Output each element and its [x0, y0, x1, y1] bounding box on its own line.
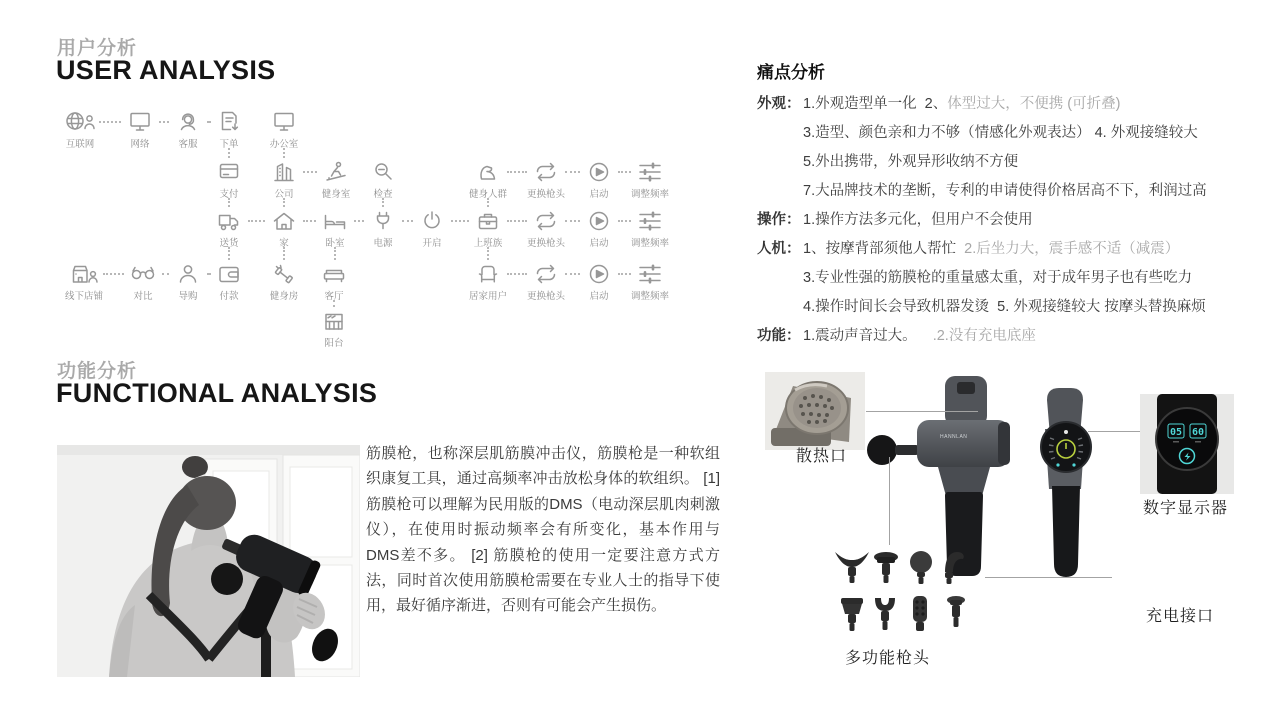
flow-node-swap2 — [527, 208, 565, 249]
flow-node-payment — [212, 261, 246, 302]
flow-connector — [159, 121, 169, 123]
flow-connector — [303, 171, 317, 173]
flow-connector — [228, 148, 230, 158]
flow-connector — [228, 247, 230, 260]
massage-gun-usage-photo — [57, 445, 360, 677]
functional-analysis-paragraph: 筋膜枪，也称深层肌筋膜冲击仪，筋膜枪是一种软组织康复工具，通过高频率冲击放松身体的软组织。 [1] 筋膜枪可以理解为民用版的DMS（电动深层肌肉刺激仪），在使用时振动频率会有所变化，基本作用与DMS差不多。 [2] 筋膜枪的使用一定要注意方式方法，同时首次使用筋膜枪需要在专业人士的指导下使用，最好循序渐进，否则有可能会产生损伤。 — [366, 445, 720, 615]
flow-node-homeuser — [469, 261, 507, 302]
flow-connector — [354, 220, 364, 222]
flow-connector — [507, 273, 527, 275]
pain-point-text: 1、按摩背部须他人帮忙 — [803, 241, 965, 257]
pain-point-category: 操作： — [757, 212, 801, 228]
power-icon — [415, 208, 449, 234]
flow-connector — [618, 220, 631, 222]
flow-node-pay — [212, 159, 246, 200]
charge-port-label: 充电接口 — [1146, 608, 1215, 625]
display-left-value: 05 — [1169, 427, 1183, 438]
flow-node-label: 上班族 — [473, 238, 503, 249]
charge-annotation-line — [985, 577, 1112, 578]
pain-point-text-muted: .2.没有充电底座 — [932, 328, 1036, 344]
pain-point-row — [757, 322, 1237, 351]
pain-point-row — [757, 119, 1237, 148]
flow-node-poweron — [415, 208, 449, 249]
flow-connector — [228, 198, 230, 207]
pain-point-row — [757, 177, 1237, 206]
pain-point-text: 3.造型、颜色亲和力不够（情感化外观表达） 4. 外观接缝较大 — [803, 125, 1198, 141]
headset-icon — [171, 109, 205, 135]
swap-icon — [529, 208, 563, 234]
flow-node-company — [267, 159, 301, 200]
pain-point-text-muted: 体型过大，不便携 (可折叠) — [947, 96, 1121, 112]
swap-icon — [529, 261, 563, 287]
flow-node-label: 电源 — [373, 238, 393, 249]
pain-point-row — [757, 206, 1237, 235]
flow-node-label: 检查 — [373, 189, 393, 200]
briefcase-icon — [471, 208, 505, 234]
flow-node-order — [212, 109, 246, 150]
flow-node-service — [171, 109, 205, 150]
magnifier-icon — [366, 159, 400, 185]
flow-node-balcony — [317, 308, 351, 349]
pain-point-row — [757, 148, 1237, 177]
card-icon — [212, 159, 246, 185]
pain-point-category: 人机： — [757, 241, 801, 257]
armchair-icon — [471, 261, 505, 287]
flow-node-adjust1 — [631, 159, 669, 200]
sofa-icon — [317, 261, 351, 287]
flow-node-start1 — [582, 159, 616, 200]
flow-node-label: 阳台 — [324, 338, 344, 349]
flow-node-bedroom — [318, 208, 352, 249]
flow-node-label: 更换枪头 — [526, 238, 566, 249]
flow-node-label: 居家用户 — [468, 291, 508, 302]
pain-point-text: 5.外出携带，外观异形收纳不方便 — [803, 154, 1019, 170]
pain-point-category — [757, 177, 803, 206]
sliders-icon — [633, 261, 667, 287]
globe-user-icon — [63, 109, 97, 135]
flow-node-label: 健身室 — [321, 189, 351, 200]
flow-connector — [248, 220, 265, 222]
treadmill-icon — [319, 159, 353, 185]
attachment-heads-label: 多功能枪头 — [845, 650, 931, 667]
house-icon — [267, 208, 301, 234]
pain-point-text: 7.大品牌技术的垄断，专利的申请使得价格居高不下，利润过高 — [803, 183, 1207, 199]
flow-node-network — [123, 109, 157, 150]
flow-node-living — [317, 261, 351, 302]
pain-point-row — [757, 90, 1237, 119]
swap-icon — [529, 159, 563, 185]
flow-node-label: 调整频率 — [630, 291, 670, 302]
flow-connector — [207, 121, 211, 123]
person-icon — [171, 261, 205, 287]
pain-point-text: 1.操作方法多元化，但用户不会使用 — [803, 212, 1033, 228]
flow-node-store — [65, 261, 103, 302]
flow-node-adjust3 — [631, 261, 669, 302]
flow-node-label: 下单 — [219, 139, 239, 150]
digital-display-label: 数字显示器 — [1143, 500, 1229, 517]
flow-connector — [507, 171, 527, 173]
flow-node-label: 家 — [279, 238, 289, 249]
flow-node-label: 启动 — [589, 189, 609, 200]
heat-vent-photo — [765, 372, 865, 450]
flow-node-label: 健身房 — [269, 291, 299, 302]
pain-point-text: 1.外观造型单一化 2、 — [803, 96, 948, 112]
flow-node-label: 调整频率 — [630, 238, 670, 249]
pain-point-row — [757, 235, 1237, 264]
monitor-icon — [267, 109, 301, 135]
flow-connector — [283, 247, 285, 260]
play-icon — [582, 208, 616, 234]
glasses-icon — [126, 261, 160, 287]
flow-node-label: 更换枪头 — [526, 189, 566, 200]
flow-node-start2 — [582, 208, 616, 249]
flow-connector — [103, 273, 124, 275]
wallet-icon — [212, 261, 246, 287]
flow-node-label: 对比 — [133, 291, 153, 302]
flow-node-label: 办公室 — [269, 139, 299, 150]
pain-point-title: 痛点分析 — [757, 63, 825, 82]
flow-node-gym — [267, 261, 301, 302]
flow-connector — [487, 247, 489, 260]
flow-node-label: 更换枪头 — [526, 291, 566, 302]
flow-node-compare — [126, 261, 160, 302]
shop-user-icon — [67, 261, 101, 287]
flow-node-label: 卧室 — [325, 238, 345, 249]
flow-node-label: 互联网 — [65, 139, 95, 150]
flow-node-label: 网络 — [130, 139, 150, 150]
bed-icon — [318, 208, 352, 234]
flow-connector — [507, 220, 527, 222]
flow-connector — [402, 220, 413, 222]
flow-node-label: 导购 — [178, 291, 198, 302]
pain-point-text: 1.震动声音过大。 — [803, 328, 933, 344]
pain-point-text: 4.操作时间长会导致机器发烫 5. 外观接缝较大 按摩头替换麻烦 — [803, 299, 1206, 315]
flow-connector — [565, 220, 580, 222]
play-icon — [582, 159, 616, 185]
functional-analysis-label-cn: 功能分析 — [57, 361, 138, 382]
flow-node-home — [267, 208, 301, 249]
flow-node-worker — [471, 208, 505, 249]
flow-node-power — [366, 208, 400, 249]
flow-connector — [303, 220, 316, 222]
pain-point-row — [757, 293, 1237, 322]
flow-node-internet — [63, 109, 97, 150]
user-journey-flowchart — [0, 0, 720, 360]
attachment-heads-image — [833, 550, 975, 651]
pain-point-category — [757, 148, 803, 177]
flow-connector — [162, 273, 169, 275]
flow-node-label: 线下店铺 — [64, 291, 104, 302]
flow-node-label: 付款 — [219, 291, 239, 302]
flow-connector — [565, 273, 580, 275]
flow-node-label: 公司 — [274, 189, 294, 200]
balcony-icon — [317, 308, 351, 334]
sliders-icon — [633, 208, 667, 234]
pain-point-category: 外观： — [757, 96, 801, 112]
pain-point-category — [757, 119, 803, 148]
flow-node-deliver — [212, 208, 246, 249]
flow-connector — [99, 121, 121, 123]
flow-connector — [618, 273, 631, 275]
muscle-icon — [471, 159, 505, 185]
dumbbell-icon — [267, 261, 301, 287]
flow-node-guide — [171, 261, 205, 302]
pain-point-category — [757, 264, 803, 293]
pain-point-text-muted: 2.后坐力大，震手感不适（减震） — [964, 241, 1180, 257]
flow-node-swap1 — [527, 159, 565, 200]
flow-connector — [283, 198, 285, 207]
functional-analysis-title: FUNCTIONAL ANALYSIS — [56, 378, 378, 408]
monitor-icon — [123, 109, 157, 135]
plug-icon — [366, 208, 400, 234]
flow-node-label: 送货 — [219, 238, 239, 249]
flow-connector — [382, 198, 384, 207]
flow-connector — [283, 148, 285, 158]
flow-node-label: 调整频率 — [630, 189, 670, 200]
heads-annotation-line — [889, 457, 890, 545]
flow-node-label: 支付 — [219, 189, 239, 200]
play-icon — [582, 261, 616, 287]
flow-node-label: 启动 — [589, 291, 609, 302]
flow-node-gymroom — [319, 159, 353, 200]
flow-node-adjust2 — [631, 208, 669, 249]
sliders-icon — [633, 159, 667, 185]
pain-point-list — [757, 90, 1237, 351]
truck-icon — [212, 208, 246, 234]
flow-node-inspect — [366, 159, 400, 200]
digital-display-photo — [1140, 394, 1234, 494]
flow-node-swap3 — [527, 261, 565, 302]
vent-annotation-line — [866, 411, 978, 412]
flow-connector — [618, 171, 631, 173]
flow-connector — [207, 273, 211, 275]
building-icon — [267, 159, 301, 185]
flow-connector — [487, 198, 489, 207]
flow-node-label: 启动 — [589, 238, 609, 249]
flow-node-label: 开启 — [422, 238, 442, 249]
pain-point-category — [757, 293, 803, 322]
flow-connector — [333, 300, 335, 307]
flow-node-label: 客厅 — [324, 291, 344, 302]
flow-node-fitgroup — [469, 159, 507, 200]
flow-connector — [565, 171, 580, 173]
flow-node-label: 健身人群 — [468, 189, 508, 200]
flow-connector — [451, 220, 469, 222]
brand-text: HANNLAN — [940, 434, 968, 440]
flow-connector — [334, 247, 336, 260]
flow-node-office — [267, 109, 301, 150]
user-analysis-label-cn: 用户分析 — [57, 38, 138, 59]
pain-point-row — [757, 264, 1237, 293]
user-analysis-title: USER ANALYSIS — [56, 55, 276, 85]
display-right-value: 60 — [1191, 427, 1205, 438]
pain-point-category: 功能： — [757, 328, 801, 344]
display-annotation-line — [1088, 431, 1140, 432]
heat-vent-label: 散热口 — [796, 448, 848, 465]
doc-down-icon — [212, 109, 246, 135]
flow-node-label: 客服 — [178, 139, 198, 150]
flow-node-start3 — [582, 261, 616, 302]
pain-point-text: 3.专业性强的筋膜枪的重量感太重，对于成年男子也有些吃力 — [803, 270, 1193, 286]
